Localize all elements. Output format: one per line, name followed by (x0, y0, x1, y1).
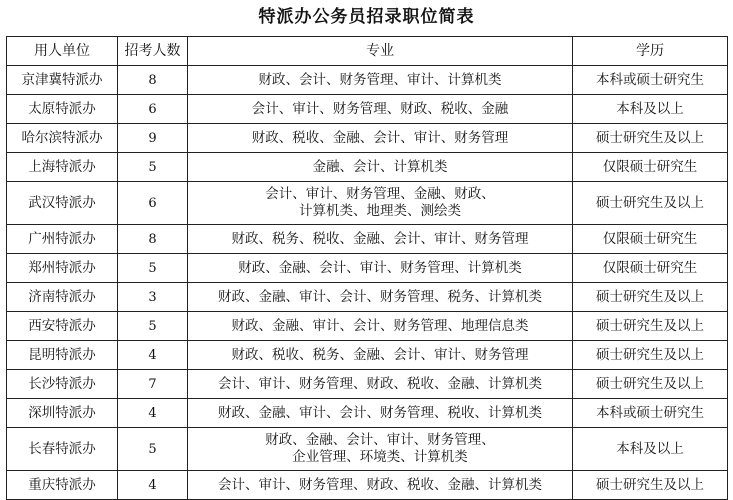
cell-unit: 西安特派办 (7, 312, 118, 341)
cell-major (188, 254, 573, 283)
cell-unit: 长春特派办 (7, 428, 118, 471)
cell-education: 本科及以上 (573, 428, 728, 471)
cell-major (188, 341, 573, 370)
major-line: 财政、金融、会计、审计、财务管理、 (265, 432, 495, 448)
cell-major (188, 471, 573, 500)
cell-education: 本科及以上 (573, 95, 728, 124)
major-line: 会计、审计、财务管理、财政、税收、金融、计算机类 (218, 375, 542, 392)
cell-unit: 郑州特派办 (7, 254, 118, 283)
cell-count: 8 (118, 225, 188, 254)
cell-education: 本科或硕士研究生 (573, 66, 728, 95)
cell-major (188, 312, 573, 341)
table-row (7, 153, 728, 182)
table-row (7, 312, 728, 341)
table-row (7, 225, 728, 254)
major-line: 财政、金融、审计、会计、财务管理、地理信息类 (231, 317, 529, 334)
cell-count: 5 (118, 428, 188, 471)
header-unit: 用人单位 (7, 37, 118, 66)
cell-unit: 武汉特派办 (7, 182, 118, 225)
table-row (7, 428, 728, 471)
cell-education: 仅限硕士研究生 (573, 254, 728, 283)
cell-major (188, 95, 573, 124)
major-line: 企业管理、环境类、计算机类 (292, 449, 468, 465)
major-line: 金融、会计、计算机类 (312, 158, 448, 175)
table-row (7, 341, 728, 370)
major-line: 财政、会计、财务管理、审计、计算机类 (258, 71, 502, 88)
cell-major (188, 66, 573, 95)
major-line: 财政、税务、税收、金融、会计、审计、财务管理 (231, 230, 529, 247)
cell-education: 本科或硕士研究生 (573, 399, 728, 428)
table-row (7, 254, 728, 283)
cell-unit: 哈尔滨特派办 (7, 124, 118, 153)
major-line: 财政、金融、会计、审计、财务管理、计算机类 (238, 259, 522, 276)
major-line: 财政、税收、税务、金融、会计、审计、财务管理 (231, 346, 529, 363)
cell-count: 5 (118, 312, 188, 341)
cell-unit: 重庆特派办 (7, 471, 118, 500)
cell-count: 4 (118, 471, 188, 500)
page-title: 特派办公务员招录职位简表 (258, 7, 475, 27)
major-line: 会计、审计、财务管理、财政、税收、金融、计算机类 (218, 476, 542, 493)
table-row (7, 95, 728, 124)
major-line: 财政、金融、审计、会计、财务管理、税收、计算机类 (218, 404, 542, 421)
cell-count: 4 (118, 399, 188, 428)
cell-count: 8 (118, 66, 188, 95)
cell-major (188, 182, 573, 225)
table-header-row (7, 37, 728, 66)
cell-education: 硕士研究生及以上 (573, 182, 728, 225)
table-row (7, 66, 728, 95)
positions-table (6, 36, 728, 500)
cell-unit: 昆明特派办 (7, 341, 118, 370)
cell-education: 硕士研究生及以上 (573, 124, 728, 153)
table-row (7, 124, 728, 153)
cell-unit: 深圳特派办 (7, 399, 118, 428)
header-major: 专业 (188, 37, 573, 66)
cell-count: 6 (118, 182, 188, 225)
cell-unit: 长沙特派办 (7, 370, 118, 399)
cell-count: 9 (118, 124, 188, 153)
cell-education: 硕士研究生及以上 (573, 471, 728, 500)
table-row (7, 471, 728, 500)
cell-major (188, 283, 573, 312)
major-line: 财政、金融、审计、会计、财务管理、税务、计算机类 (218, 288, 542, 305)
cell-major (188, 124, 573, 153)
cell-unit: 上海特派办 (7, 153, 118, 182)
cell-education: 硕士研究生及以上 (573, 312, 728, 341)
cell-major (188, 153, 573, 182)
cell-count: 3 (118, 283, 188, 312)
cell-education: 硕士研究生及以上 (573, 283, 728, 312)
cell-major (188, 225, 573, 254)
cell-unit: 京津冀特派办 (7, 66, 118, 95)
cell-education: 硕士研究生及以上 (573, 341, 728, 370)
major-line: 会计、审计、财务管理、财政、税收、金融 (251, 100, 509, 117)
cell-count: 5 (118, 153, 188, 182)
cell-major (188, 428, 573, 471)
cell-unit: 太原特派办 (7, 95, 118, 124)
header-count: 招考人数 (118, 37, 188, 66)
cell-education: 仅限硕士研究生 (573, 153, 728, 182)
cell-count: 6 (118, 95, 188, 124)
cell-count: 7 (118, 370, 188, 399)
cell-unit: 济南特派办 (7, 283, 118, 312)
major-line: 计算机类、地理类、测绘类 (299, 203, 461, 219)
header-education: 学历 (573, 37, 728, 66)
cell-education: 仅限硕士研究生 (573, 225, 728, 254)
table-body (7, 66, 728, 500)
cell-count: 5 (118, 254, 188, 283)
cell-major (188, 370, 573, 399)
major-line: 财政、税收、金融、会计、审计、财务管理 (251, 129, 509, 146)
table-row (7, 370, 728, 399)
cell-count: 4 (118, 341, 188, 370)
table-row (7, 399, 728, 428)
major-line: 会计、审计、财务管理、金融、财政、 (265, 186, 495, 202)
cell-education: 硕士研究生及以上 (573, 370, 728, 399)
cell-major (188, 399, 573, 428)
cell-unit: 广州特派办 (7, 225, 118, 254)
table-row (7, 182, 728, 225)
table-row (7, 283, 728, 312)
